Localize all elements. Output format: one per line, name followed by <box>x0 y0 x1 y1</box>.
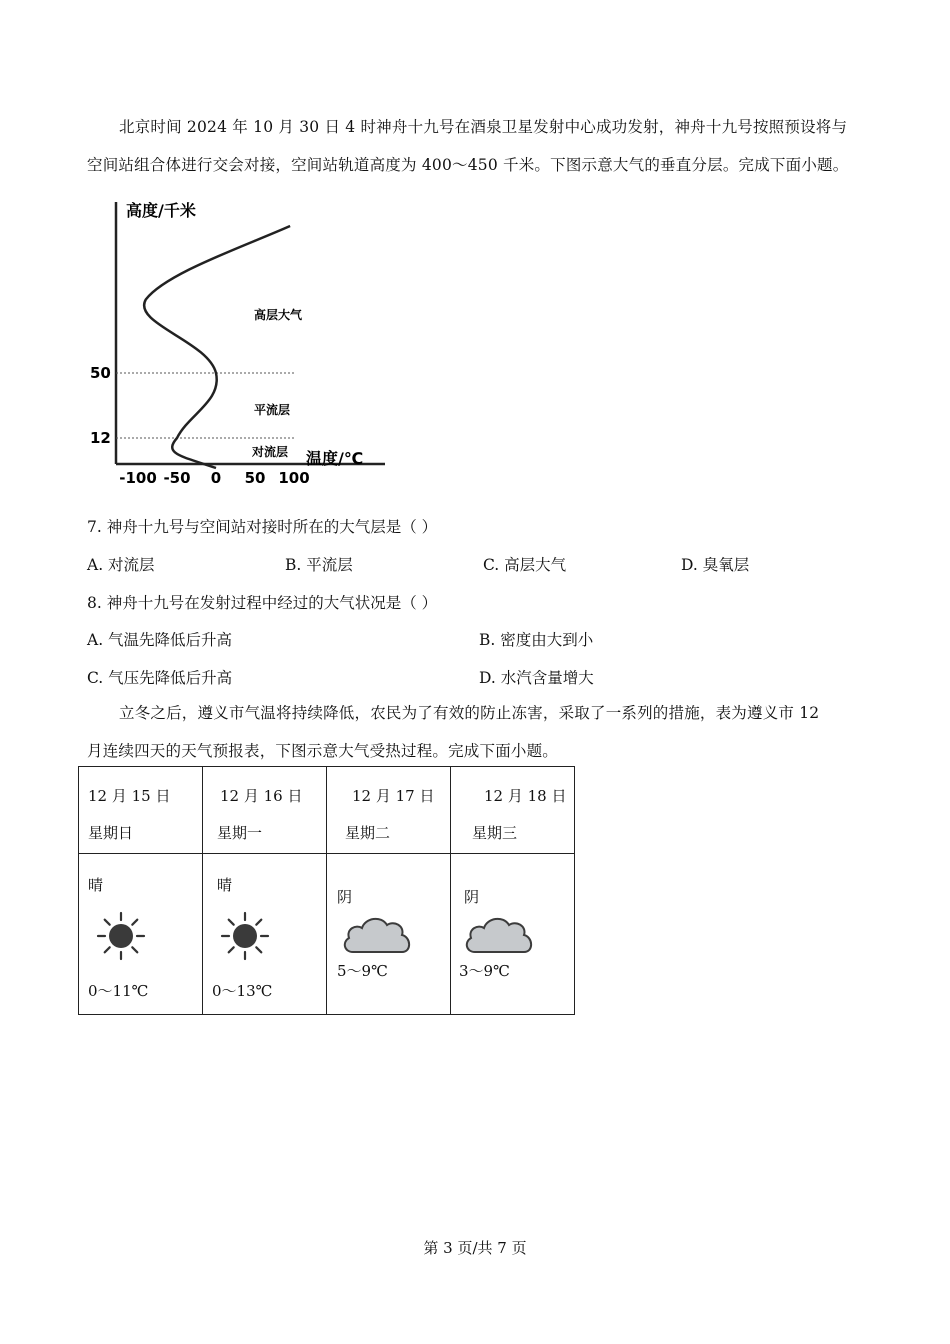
intro-1-line-2: 空间站组合体进行交会对接，空间站轨道高度为 400～450 千米。下图示意大气的垂直分层。完成下面小题。 <box>87 156 849 174</box>
forecast-temperature: 3～9℃ <box>459 962 510 980</box>
forecast-day-4-header <box>451 767 575 854</box>
question-8-option-b: B. 密度由大到小 <box>479 631 594 649</box>
question-8-stem: 8. 神舟十九号在发射过程中经过的大气状况是（ ） <box>87 594 438 612</box>
forecast-temperature: 0～11℃ <box>88 982 149 1000</box>
x-tick-label: 100 <box>278 469 310 487</box>
forecast-temperature: 5～9℃ <box>337 962 388 980</box>
forecast-weather: 晴 <box>217 876 233 894</box>
layer-label-upper: 高层大气 <box>254 308 303 322</box>
intro-2-line-2: 月连续四天的天气预报表，下图示意大气受热过程。完成下面小题。 <box>87 742 559 760</box>
layer-label-stratosphere: 平流层 <box>254 403 291 417</box>
forecast-day-4-body <box>451 854 575 1015</box>
intro-paragraph-1 <box>87 108 887 184</box>
forecast-weekday: 星期三 <box>472 824 518 842</box>
question-7-option-b: B. 平流层 <box>285 556 353 574</box>
intro-1-line-1: 北京时间 2024 年 10 月 30 日 4 时神舟十九号在酒泉卫星发射中心成功发射，神舟十九号按照预设将与 <box>119 118 848 136</box>
question-7-stem: 7. 神舟十九号与空间站对接时所在的大气层是（ ） <box>87 518 438 536</box>
cloud-icon <box>463 912 535 956</box>
forecast-date: 12 月 15 日 <box>88 787 171 805</box>
forecast-date: 12 月 16 日 <box>220 787 303 805</box>
cloud-icon <box>341 912 413 956</box>
forecast-weekday: 星期二 <box>345 824 391 842</box>
x-tick-label: -100 <box>119 469 157 487</box>
forecast-weekday: 星期日 <box>88 824 134 842</box>
forecast-day-3-header <box>327 767 451 854</box>
forecast-weekday: 星期一 <box>217 824 263 842</box>
forecast-day-2-header <box>203 767 327 854</box>
weather-forecast-table <box>78 766 575 1015</box>
intro-paragraph-2 <box>87 694 887 770</box>
question-7-option-d: D. 臭氧层 <box>681 556 750 574</box>
question-8-option-d: D. 水汽含量增大 <box>479 669 594 687</box>
sun-icon <box>219 910 271 962</box>
x-tick-label: 50 <box>244 469 266 487</box>
question-8-option-a: A. 气温先降低后升高 <box>87 631 233 649</box>
layer-label-troposphere: 对流层 <box>252 445 289 459</box>
page-footer: 第 3 页/共 7 页 <box>423 1239 527 1257</box>
temperature-curve <box>144 226 290 468</box>
forecast-weather: 晴 <box>88 876 104 894</box>
sun-icon <box>95 910 147 962</box>
forecast-day-2-body <box>203 854 327 1015</box>
forecast-weather: 阴 <box>337 888 353 906</box>
question-7-option-a: A. 对流层 <box>87 556 155 574</box>
y-axis-label: 高度/千米 <box>126 201 196 220</box>
forecast-body-row <box>79 854 575 1015</box>
x-axis-label: 温度/℃ <box>306 449 364 468</box>
question-7-option-c: C. 高层大气 <box>483 556 567 574</box>
forecast-day-1-header <box>79 767 203 854</box>
atmosphere-layer-chart <box>80 196 390 492</box>
forecast-weather: 阴 <box>464 888 480 906</box>
intro-2-line-1: 立冬之后，遵义市气温将持续降低，农民为了有效的防止冻害，采取了一系列的措施，表为遵义市 12 <box>119 704 820 722</box>
forecast-date: 12 月 17 日 <box>352 787 435 805</box>
y-tick-label: 12 <box>90 429 111 447</box>
x-tick-label: 0 <box>210 469 222 487</box>
forecast-temperature: 0～13℃ <box>212 982 273 1000</box>
question-8-option-c: C. 气压先降低后升高 <box>87 669 233 687</box>
forecast-day-1-body <box>79 854 203 1015</box>
forecast-day-3-body <box>327 854 451 1015</box>
forecast-date: 12 月 18 日 <box>484 787 567 805</box>
x-tick-label: -50 <box>163 469 191 487</box>
y-tick-label: 50 <box>90 364 111 383</box>
forecast-header-row <box>79 767 575 854</box>
